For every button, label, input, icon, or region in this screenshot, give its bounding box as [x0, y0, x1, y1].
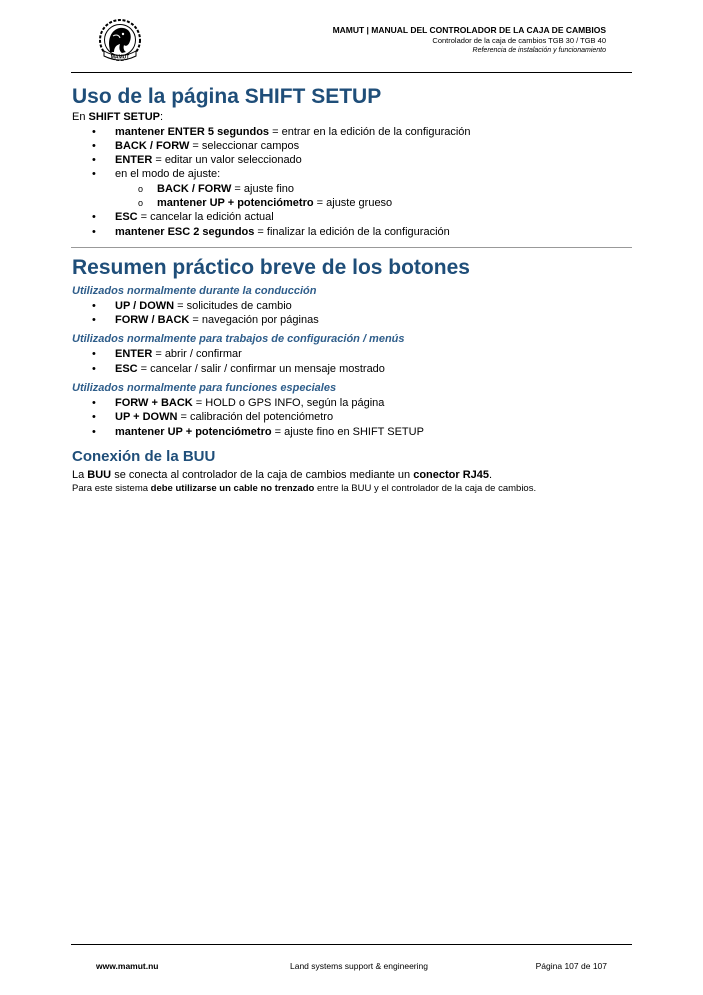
- header-subtitle: Controlador de la caja de cambios TGB 30 / TGB 40: [432, 36, 606, 45]
- list-item: • ENTER = abrir / confirmar: [72, 347, 632, 361]
- buu-paragraph-1: La BUU se conecta al controlador de la caja de cambios mediante un conector RJ45.: [72, 468, 493, 481]
- header-divider: [71, 72, 632, 73]
- list-item: • BACK / FORW = seleccionar campos: [72, 139, 632, 153]
- subheading-configuration: Utilizados normalmente para trabajos de configuración / menús: [72, 333, 405, 346]
- shift-setup-intro: En SHIFT SETUP:: [72, 111, 164, 123]
- list-item: • ESC = cancelar / salir / confirmar un mensaje mostrado: [72, 362, 632, 376]
- list-item: • FORW / BACK = navegación por páginas: [72, 313, 632, 327]
- header-title: MAMUT | MANUAL DEL CONTROLADOR DE LA CAJA DE CAMBIOS: [332, 25, 606, 35]
- section-divider: [71, 247, 632, 248]
- sub-list-item: o BACK / FORW = ajuste fino: [72, 182, 632, 196]
- section-title-shift-setup: Uso de la página SHIFT SETUP: [72, 85, 382, 108]
- footer-divider: [71, 944, 632, 945]
- subheading-driving: Utilizados normalmente durante la conducción: [72, 284, 317, 297]
- footer-website[interactable]: www.mamut.nu: [96, 961, 159, 971]
- section-title-buu-connection: Conexión de la BUU: [72, 447, 216, 465]
- buu-paragraph-2: Para este sistema debe utilizarse un cable no trenzado entre la BUU y el controlador de la caja de cambios.: [72, 483, 537, 495]
- footer-page-number: Página 107 de 107: [535, 961, 607, 971]
- mamut-logo: [95, 18, 145, 64]
- logo-text: MAMUT: [110, 54, 130, 61]
- list-item: • ENTER = editar un valor seleccionado: [72, 153, 632, 167]
- list-item: • mantener UP + potenciómetro = ajuste fino en SHIFT SETUP: [72, 425, 632, 439]
- configuration-buttons-list: [72, 347, 632, 376]
- header-reference: Referencia de instalación y funcionamiento: [472, 47, 606, 54]
- list-item: • FORW + BACK = HOLD o GPS INFO, según la página: [72, 396, 632, 410]
- footer-tagline: Land systems support & engineering: [290, 961, 428, 971]
- list-item: • mantener ENTER 5 segundos = entrar en la edición de la configuración: [72, 125, 632, 139]
- page-header: [333, 25, 606, 56]
- page-content: [72, 84, 632, 495]
- driving-buttons-list: [72, 299, 632, 328]
- sub-list-item: o mantener UP + potenciómetro = ajuste grueso: [72, 196, 632, 210]
- list-item: • en el modo de ajuste:: [72, 167, 632, 181]
- list-item: • UP / DOWN = solicitudes de cambio: [72, 299, 632, 313]
- list-item: • UP + DOWN = calibración del potenciómetro: [72, 410, 632, 424]
- special-buttons-list: [72, 396, 632, 439]
- section-title-buttons-summary: Resumen práctico breve de los botones: [72, 255, 470, 279]
- list-item: • ESC = cancelar la edición actual: [72, 210, 632, 224]
- shift-setup-list: [72, 125, 632, 239]
- subheading-special: Utilizados normalmente para funciones especiales: [72, 382, 337, 395]
- list-item: • mantener ESC 2 segundos = finalizar la edición de la configuración: [72, 225, 632, 239]
